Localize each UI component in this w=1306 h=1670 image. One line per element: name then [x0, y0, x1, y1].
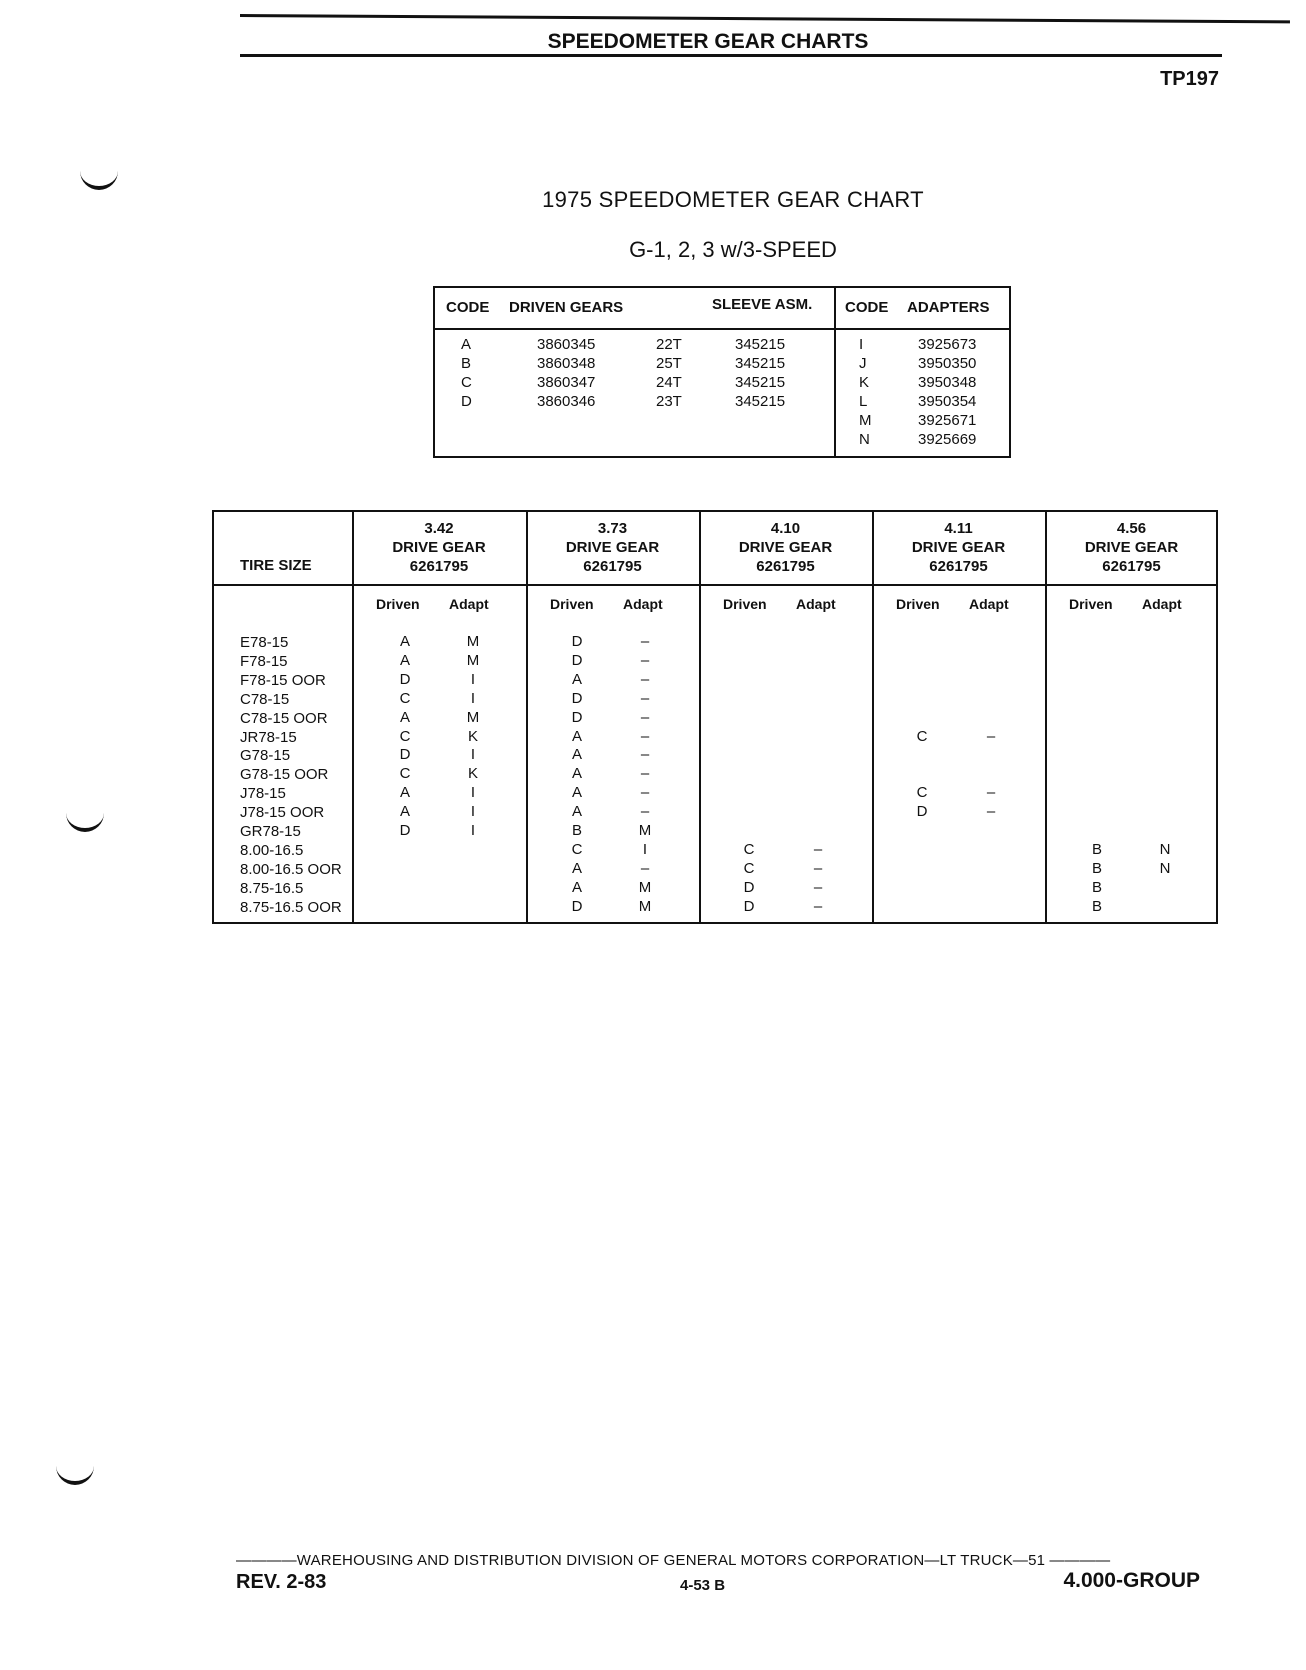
- driven-gears-header: DRIVEN GEARS: [509, 299, 624, 316]
- sleeve-header: SLEEVE ASM.: [712, 296, 813, 313]
- drive-gear-label: DRIVE GEAR: [911, 539, 1006, 556]
- driven-code: D: [461, 393, 472, 410]
- adapter-part-number: 3925669: [918, 431, 977, 448]
- adapter-part-number: 3925671: [918, 412, 977, 429]
- adapter-part-number: 3950348: [918, 374, 977, 391]
- driven-code-cell: A: [571, 784, 582, 802]
- code-table-header-rule: [433, 328, 1011, 330]
- driven-teeth: 25T: [656, 355, 682, 372]
- driven-code-cell: A: [399, 651, 410, 669]
- driven-subheader: Driven: [550, 596, 594, 612]
- adapter-code-cell: –: [640, 784, 650, 802]
- tire-size: 8.00-16.5 OOR: [240, 860, 342, 878]
- top-edge-rule: [240, 14, 1290, 23]
- driven-code-cell: A: [571, 803, 582, 821]
- driven-code-cell: A: [399, 708, 410, 726]
- adapter-code-cell: M: [638, 897, 652, 915]
- driven-code-cell: D: [916, 803, 928, 821]
- adapter-code-cell: –: [986, 727, 996, 745]
- driven-code-cell: C: [916, 784, 928, 802]
- driven-code-cell: C: [399, 689, 411, 707]
- chart-title: 1975 SPEEDOMETER GEAR CHART: [542, 187, 924, 212]
- driven-subheader: Driven: [1069, 596, 1113, 612]
- adapter-code-cell: M: [638, 878, 652, 896]
- adapter-code-cell: –: [640, 727, 650, 745]
- driven-code-cell: A: [399, 803, 410, 821]
- driven-code-cell: C: [571, 840, 583, 858]
- adapter-code-cell: K: [467, 727, 478, 745]
- adapters-header: ADAPTERS: [907, 299, 990, 316]
- driven-code-cell: B: [571, 822, 582, 839]
- driven-code-cell: D: [743, 878, 755, 896]
- driven-part-number: 3860345: [537, 336, 596, 353]
- drive-gear-part: 6261795: [1102, 558, 1161, 575]
- driven-code-cell: C: [916, 727, 928, 745]
- adapter-code-cell: –: [986, 784, 996, 802]
- driven-code-cell: A: [571, 670, 582, 688]
- adapter-code-cell: M: [466, 633, 480, 650]
- adapter-code: K: [859, 374, 870, 391]
- driven-subheader: Driven: [723, 596, 767, 612]
- code-header: CODE: [446, 299, 490, 316]
- driven-code-cell: A: [571, 859, 582, 877]
- adapter-code-cell: M: [466, 708, 480, 726]
- adapter-code: L: [859, 393, 868, 410]
- tire-size: F78-15: [240, 652, 288, 670]
- driven-code-cell: D: [571, 897, 583, 915]
- driven-code: A: [461, 336, 472, 353]
- adapter-code: J: [859, 355, 867, 372]
- adapter-code: N: [859, 431, 870, 448]
- driven-part-number: 3860346: [537, 393, 596, 410]
- sleeve-part-number: 345215: [735, 393, 786, 410]
- driven-code-cell: C: [399, 765, 411, 783]
- sleeve-part-number: 345215: [735, 336, 786, 353]
- drive-gear-part: 6261795: [583, 558, 642, 575]
- driven-code-cell: A: [399, 784, 410, 802]
- adapt-subheader: Adapt: [969, 596, 1009, 612]
- adapter-code-cell: –: [640, 708, 650, 726]
- driven-code-cell: D: [743, 897, 755, 915]
- tire-size: 8.75-16.5 OOR: [240, 898, 342, 916]
- drive-ratio: 4.11: [944, 520, 973, 537]
- revision: REV. 2-83: [236, 1571, 327, 1593]
- adapter-code-cell: N: [1159, 859, 1171, 877]
- driven-teeth: 24T: [656, 374, 682, 391]
- adapter-code-cell: –: [986, 803, 996, 821]
- driven-code-cell: A: [399, 633, 410, 650]
- adapter-code-cell: K: [467, 765, 478, 783]
- tire-size: G78-15: [240, 747, 291, 765]
- adapter-code-cell: I: [470, 746, 476, 764]
- tire-size: J78-15 OOR: [240, 804, 325, 822]
- adapter-code-cell: I: [470, 822, 476, 839]
- adapter-code-cell: M: [638, 822, 652, 839]
- driven-code-cell: D: [571, 651, 583, 669]
- chart-subtitle: G-1, 2, 3 w/3-SPEED: [629, 237, 837, 262]
- code-table-divider: [834, 286, 836, 458]
- tire-size: G78-15 OOR: [240, 766, 329, 784]
- drive-ratio: 4.10: [770, 520, 801, 537]
- driven-code-cell: D: [571, 689, 583, 707]
- sleeve-part-number: 345215: [735, 374, 786, 391]
- tire-size-header: TIRE SIZE: [240, 557, 312, 574]
- tire-size: C78-15 OOR: [240, 709, 328, 727]
- adapter-code-cell: –: [640, 765, 650, 783]
- driven-code-cell: C: [399, 727, 411, 745]
- driven-subheader: Driven: [896, 596, 940, 612]
- adapter-code-cell: –: [640, 633, 650, 650]
- adapter-code-cell: –: [813, 897, 823, 915]
- drive-ratio: 3.73: [597, 520, 628, 537]
- driven-code-cell: D: [399, 670, 411, 688]
- binder-hole-mark: [56, 1465, 94, 1485]
- tire-size: 8.75-16.5: [240, 879, 304, 897]
- adapter-code-cell: I: [470, 670, 476, 688]
- drive-gear-label: DRIVE GEAR: [565, 539, 660, 556]
- driven-teeth: 22T: [656, 336, 682, 353]
- drive-ratio: 3.42: [424, 520, 454, 537]
- group-number: 4.000-GROUP: [1063, 1569, 1200, 1592]
- adapter-code-cell: –: [813, 878, 823, 896]
- adapter-code-cell: –: [640, 746, 650, 764]
- adapt-subheader: Adapt: [1142, 596, 1182, 612]
- page-header-title: SPEEDOMETER GEAR CHARTS: [547, 30, 869, 53]
- drive-ratio: 4.56: [1116, 520, 1147, 537]
- table-header-rule: [212, 584, 1218, 586]
- page-number: 4-53 B: [680, 1577, 726, 1594]
- driven-code-cell: A: [571, 746, 582, 764]
- adapter-part-number: 3950354: [918, 393, 977, 410]
- drive-gear-part: 6261795: [929, 558, 988, 575]
- driven-part-number: 3860348: [537, 355, 596, 372]
- driven-code: C: [461, 374, 472, 391]
- drive-gear-part: 6261795: [756, 558, 815, 575]
- adapter-code-cell: M: [466, 651, 480, 669]
- adapter-code-cell: –: [640, 689, 650, 707]
- adapter-part-number: 3950350: [918, 355, 977, 372]
- driven-code-cell: B: [1091, 897, 1102, 915]
- binder-hole-mark: [66, 812, 104, 832]
- tire-size: F78-15 OOR: [240, 671, 326, 689]
- adapter-code-cell: I: [642, 840, 648, 858]
- adapter-code-cell: –: [640, 670, 650, 688]
- adapter-code-header: CODE: [845, 299, 889, 316]
- driven-code-cell: C: [743, 859, 755, 877]
- adapter-code-cell: –: [813, 859, 823, 877]
- adapt-subheader: Adapt: [623, 596, 663, 612]
- driven-code-cell: D: [571, 708, 583, 726]
- driven-code-cell: A: [571, 765, 582, 783]
- adapter-part-number: 3925673: [918, 336, 977, 353]
- sleeve-part-number: 345215: [735, 355, 786, 372]
- adapter-code-cell: –: [813, 840, 823, 858]
- driven-code-cell: C: [743, 840, 755, 858]
- driven-code-cell: B: [1091, 878, 1102, 896]
- driven-code-cell: D: [399, 822, 411, 839]
- driven-teeth: 23T: [656, 393, 682, 410]
- adapter-code: M: [859, 412, 872, 429]
- adapt-subheader: Adapt: [796, 596, 836, 612]
- driven-code-cell: B: [1091, 840, 1102, 858]
- tire-size: J78-15: [240, 785, 286, 803]
- adapt-subheader: Adapt: [449, 596, 489, 612]
- driven-code-cell: A: [571, 727, 582, 745]
- adapter-code-cell: –: [640, 803, 650, 821]
- page-code: TP197: [1160, 68, 1219, 90]
- driven-code-cell: A: [571, 878, 582, 896]
- driven-subheader: Driven: [376, 596, 420, 612]
- driven-code-cell: D: [399, 746, 411, 764]
- tire-size: 8.00-16.5: [240, 841, 304, 859]
- adapter-code-cell: –: [640, 651, 650, 669]
- adapter-code-cell: I: [470, 689, 476, 707]
- adapter-code-cell: –: [640, 859, 650, 877]
- tire-size: JR78-15: [240, 728, 297, 746]
- adapter-code-cell: I: [470, 784, 476, 802]
- drive-gear-label: DRIVE GEAR: [1084, 539, 1179, 556]
- drive-gear-part: 6261795: [409, 558, 469, 575]
- driven-code: B: [461, 355, 472, 372]
- driven-part-number: 3860347: [537, 374, 596, 391]
- adapter-code-cell: N: [1159, 840, 1171, 858]
- drive-gear-label: DRIVE GEAR: [392, 539, 486, 556]
- tire-size: C78-15: [240, 690, 290, 708]
- footer-division-line: ————WAREHOUSING AND DISTRIBUTION DIVISION OF GENERAL MOTORS CORPORATION—LT TRUCK—51 ————: [236, 1552, 1111, 1569]
- drive-gear-label: DRIVE GEAR: [738, 539, 833, 556]
- driven-code-cell: D: [571, 633, 583, 650]
- header-rule: [240, 54, 1222, 57]
- driven-code-cell: B: [1091, 859, 1102, 877]
- tire-size: E78-15: [240, 634, 289, 651]
- tire-size: GR78-15: [240, 823, 301, 840]
- adapter-code-cell: I: [470, 803, 476, 821]
- adapter-code: I: [859, 336, 864, 353]
